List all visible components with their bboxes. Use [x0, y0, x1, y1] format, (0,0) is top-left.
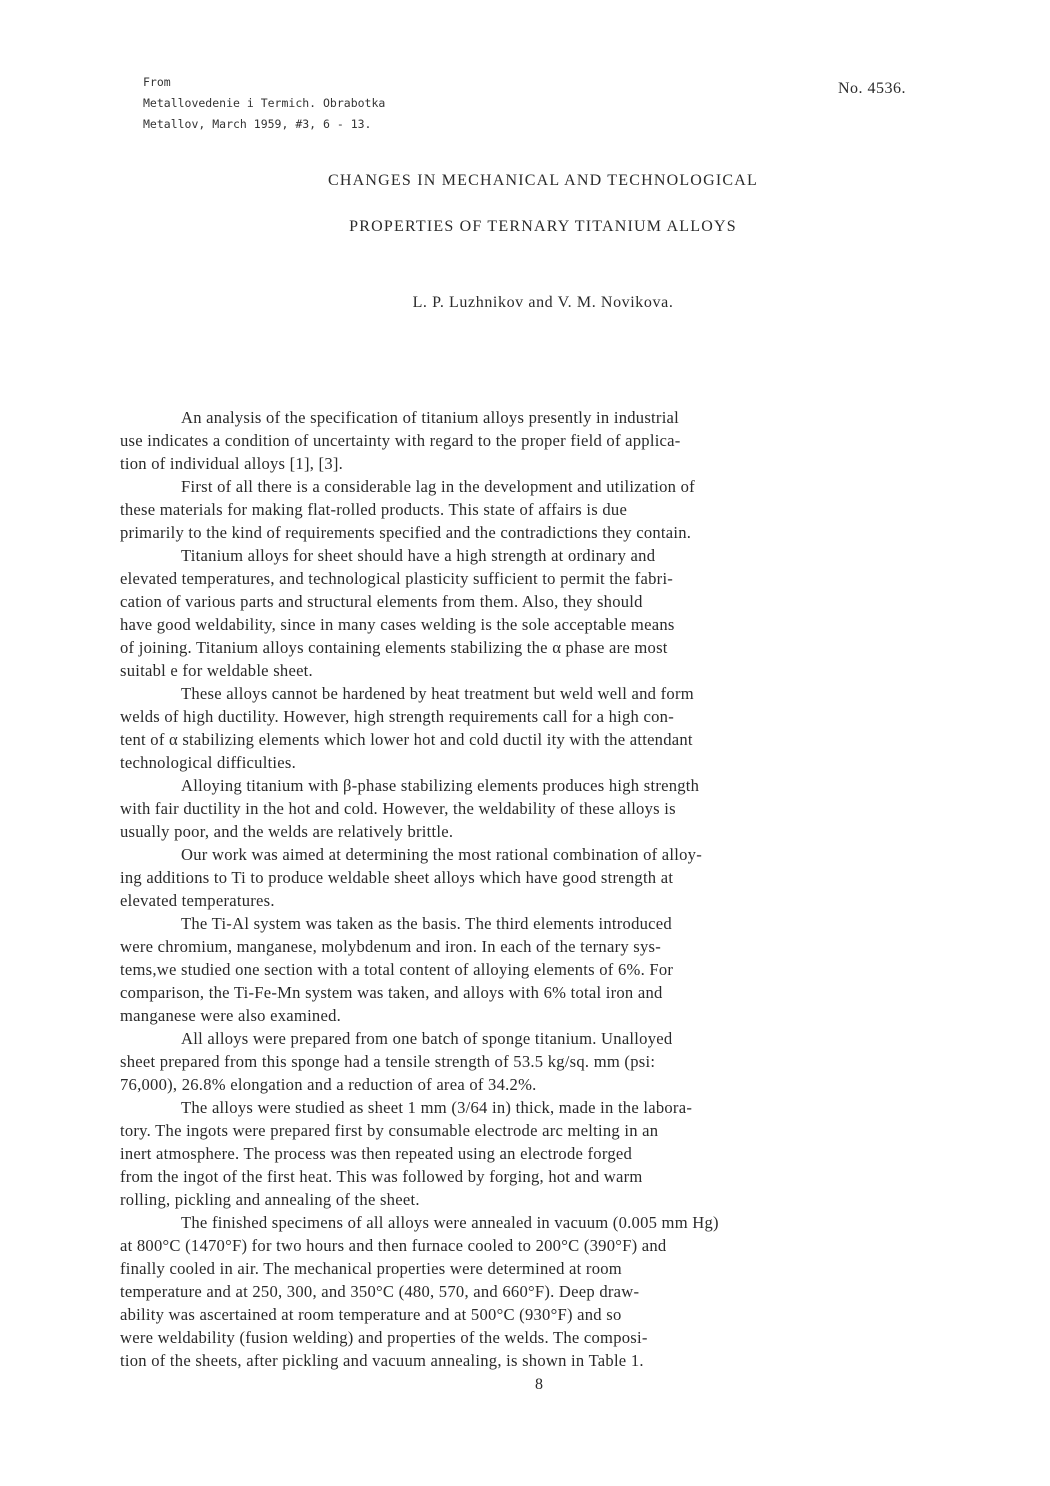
body-line: These alloys cannot be hardened by heat treatment but weld well and form [181, 684, 694, 703]
body-line: from the ingot of the first heat. This was followed by forging, hot and warm [120, 1167, 643, 1186]
body-line: ing additions to Ti to produce weldable sheet alloys which have good strength at [120, 868, 674, 887]
body-line: First of all there is a considerable lag in the development and utilization of [181, 477, 695, 496]
body-line: The finished specimens of all alloys were annealed in vacuum (0.005 mm Hg) [181, 1213, 719, 1232]
body-line: The Ti-Al system was taken as the basis. The third elements introduced [181, 914, 672, 933]
body-line: An analysis of the specification of titanium alloys presently in industrial [181, 408, 680, 427]
body-line: welds of high ductility. However, high strength requirements call for a high con- [120, 707, 674, 726]
body-line: All alloys were prepared from one batch of sponge titanium. Unalloyed [181, 1029, 673, 1048]
body-line: Alloying titanium with β-phase stabilizing elements produces high strength [181, 776, 700, 795]
body-line: comparison, the Ti-Fe-Mn system was taken, and alloys with 6% total iron and [120, 983, 663, 1002]
body-line: primarily to the kind of requirements specified and the contradictions they contain. [120, 523, 692, 542]
body-line: temperature and at 250, 300, and 350°C (480, 570, and 660°F). Deep draw- [120, 1282, 640, 1301]
body-line: suitabl e for weldable sheet. [120, 661, 313, 680]
page-number: 8 [535, 1376, 543, 1393]
source-line-issue: Metallov, March 1959, #3, 6 - 13. [143, 117, 372, 131]
body-line: use indicates a condition of uncertainty with regard to the proper field of applica- [120, 431, 681, 450]
body-line: The alloys were studied as sheet 1 mm (3/64 in) thick, made in the labora- [181, 1098, 693, 1117]
source-line-from: From [143, 75, 171, 89]
body-line: 76,000), 26.8% elongation and a reduction of area of 34.2%. [120, 1075, 537, 1094]
body-line: tion of individual alloys [1], [3]. [120, 454, 344, 473]
document-number: No. 4536. [838, 80, 907, 97]
body-line: at 800°C (1470°F) for two hours and then furnace cooled to 200°C (390°F) and [120, 1236, 667, 1255]
body-line: Titanium alloys for sheet should have a high strength at ordinary and [181, 546, 656, 565]
body-line: were weldability (fusion welding) and properties of the welds. The composi- [120, 1328, 648, 1347]
body-line: have good weldability, since in many cases welding is the sole acceptable means [120, 615, 675, 634]
body-line: with fair ductility in the hot and cold. However, the weldability of these alloys is [120, 799, 676, 818]
body-line: usually poor, and the welds are relatively brittle. [120, 822, 454, 841]
body-line: sheet prepared from this sponge had a tensile strength of 53.5 kg/sq. mm (psi: [120, 1052, 656, 1071]
body-line: of joining. Titanium alloys containing elements stabilizing the α phase are most [120, 638, 668, 657]
body-line: manganese were also examined. [120, 1006, 342, 1025]
body-line: tory. The ingots were prepared first by consumable electrode arc melting in an [120, 1121, 659, 1140]
body-line: elevated temperatures. [120, 891, 275, 910]
source-citation [143, 72, 385, 135]
body-text [120, 406, 950, 1372]
body-line: inert atmosphere. The process was then repeated using an electrode forged [120, 1144, 633, 1163]
body-line: tems,we studied one section with a total content of alloying elements of 6%. For [120, 960, 674, 979]
body-line: finally cooled in air. The mechanical properties were determined at room [120, 1259, 622, 1278]
body-line: elevated temperatures, and technological plasticity sufficient to permit the fabri- [120, 569, 674, 588]
body-line: tion of the sheets, after pickling and vacuum annealing, is shown in Table 1. [120, 1351, 644, 1370]
body-line: these materials for making flat-rolled products. This state of affairs is due [120, 500, 628, 519]
body-line: were chromium, manganese, molybdenum and iron. In each of the ternary sys- [120, 937, 662, 956]
source-line-journal: Metallovedenie i Termich. Obrabotka [143, 96, 386, 110]
body-line: technological difficulties. [120, 753, 297, 772]
body-line: cation of various parts and structural elements from them. Also, they should [120, 592, 643, 611]
body-line: Our work was aimed at determining the most rational combination of alloy- [181, 845, 703, 864]
body-line: ability was ascertained at room temperature and at 500°C (930°F) and so [120, 1305, 622, 1324]
authors: L. P. Luzhnikov and V. M. Novikova. [412, 294, 674, 311]
body-line: rolling, pickling and annealing of the sheet. [120, 1190, 420, 1209]
title-line-1: CHANGES IN MECHANICAL AND TECHNOLOGICAL [328, 172, 758, 189]
body-line: tent of α stabilizing elements which lower hot and cold ductil ity with the attendant [120, 730, 693, 749]
title-line-2: PROPERTIES OF TERNARY TITANIUM ALLOYS [349, 218, 737, 235]
